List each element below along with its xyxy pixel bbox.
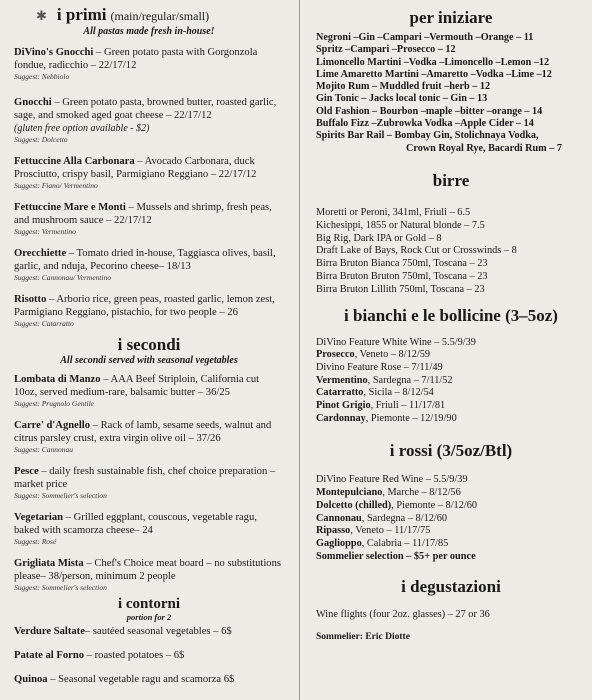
wine-item: Vermentino, Sardegna – 7/11/52 (316, 374, 453, 386)
primi-item: Fettuccine Mare e Monti – Mussels and shrimp, fresh peas, and mushroom sauce – 22/17/12 Suggest: Vermentino (14, 201, 284, 237)
left-column (14, 0, 284, 686)
cocktail-list (316, 32, 586, 155)
secondi-item: Lombata di Manzo – AAA Beef Striploin, California cut 10oz, served medium-rare, balsamic butter – 36/25 Suggest: Prugnolo Gentile (14, 373, 284, 409)
wine-item: DiVino Feature Red Wine – 5.5/9/39 (316, 474, 468, 486)
star-icon: ✱ (36, 8, 47, 23)
cocktail-item: Mojito Rum – Muddled fruit –herb – 12 (316, 81, 491, 93)
wine-item: Montepulciano, Marche – 8/12/56 (316, 487, 461, 499)
primi-title: i primi (56, 5, 107, 24)
suggest-label: Suggest: Fiano/ Vermentino (14, 181, 98, 190)
column-divider (299, 0, 300, 700)
primi-item: DiVino's Gnocchi – Green potato pasta with Gorgonzola fondue, radicchio – 22/17/12 Suggest: Nebbiolo (14, 46, 284, 82)
suggest-label: Suggest: Rosé (14, 537, 57, 546)
beer-item: Birra Bruton Lillith 750ml, Toscana – 23 (316, 283, 485, 295)
wine-item: Cannonau, Sardegna – 8/12/60 (316, 512, 448, 524)
wine-item: Catarratto, Sicila – 8/12/54 (316, 387, 434, 399)
right-column (316, 0, 586, 644)
contorni-item: Patate al Forno – roasted potatoes – 6$ (14, 650, 185, 661)
suggest-label: Suggest: Cannonau (14, 445, 73, 454)
sommelier-name: Sommelier: Eric Diotte (316, 632, 410, 643)
beer-item: Draft Lake of Bays, Rock Cut or Crosswinds – 8 (316, 245, 517, 257)
beer-item: Birra Bruton Bruton 750ml, Toscana – 23 (316, 270, 488, 282)
red-wine-list (316, 474, 586, 563)
secondi-list (14, 373, 284, 593)
cocktail-item: Buffalo Fizz –Zubrowka Vodka –Apple Cider – 14 (316, 118, 534, 130)
primi-item: Fettuccine Alla Carbonara – Avocado Carbonara, duck Prosciutto, crispy basil, Parmigiano Reggiano – 22/17/12 Suggest: Fiano/ Vermentino (14, 155, 284, 191)
primi-list (14, 46, 284, 329)
birre-title: birre (432, 170, 470, 190)
secondi-item: Pesce – daily fresh sustainable fish, chef choice preparation – market price Suggest: Sommelier's selection (14, 465, 284, 501)
wine-item: Divino Feature Rose – 7/11/49 (316, 361, 443, 373)
primi-heading (14, 5, 284, 26)
degustazioni-heading (316, 577, 586, 597)
secondi-title: i secondi (117, 335, 181, 354)
iniziare-heading (316, 8, 586, 28)
beer-item: Birra Bruton Bianca 750ml, Toscana – 23 (316, 258, 488, 270)
suggest-label: Suggest: Dolcetto (14, 135, 68, 144)
beer-list (316, 207, 586, 297)
wine-item: DiVino Feature White Wine – 5.5/9/39 (316, 336, 476, 348)
wine-flights: Wine flights (four 2oz. glasses) – 27 or 36 (316, 609, 490, 621)
secondi-item: Carre' d'Agnello – Rack of lamb, sesame seeds, walnut and citrus parsley crust, extra virgin olive oil – 37/26 Suggest: Cannonau (14, 419, 284, 455)
cocktail-item: Lime Amaretto Martini –Amaretto –Vodka –Lime –12 (316, 68, 552, 80)
secondi-item: Vegetarian – Grilled eggplant, couscous, vegetable ragu, baked with scamorza cheese– 24 Suggest: Rosé (14, 511, 284, 547)
wine-item: Ripasso, Veneto – 11/17/75 (316, 525, 431, 537)
cocktail-item: Gin Tonic – Jacks local tonic – Gin – 13 (316, 93, 488, 105)
suggest-label: Suggest: Sommelier's selection (14, 583, 107, 592)
iniziare-title: per iniziare (409, 8, 493, 27)
suggest-label: Suggest: Cannonau/ Vermentino (14, 273, 112, 282)
secondi-heading (14, 335, 284, 355)
primi-note: All pastas made fresh in-house! (83, 26, 215, 37)
cocktail-item: Spirits Bar Rail – Bombay Gin, Stolichnaya Vodka, Crown Royal Rye, Bacardi Rum – 7 (316, 130, 562, 154)
contorni-list (14, 625, 284, 686)
primi-item: Gnocchi – Green potato pasta, browned butter, roasted garlic, sage, and smoked aged goat cheese – 22/17/12 (gluten free option available - $2) Suggest: Dolcetto (14, 96, 284, 145)
suggest-label: Suggest: Nebbiolo (14, 72, 70, 81)
rossi-heading (316, 441, 586, 461)
primi-sizes: (main/regular/small) (110, 9, 210, 23)
primi-item: Risotto – Arborio rice, green peas, roasted garlic, lemon zest, Parmigiano Reggiano, pistachio, for two people – 26 Suggest: Catarratto (14, 293, 284, 329)
rossi-title: i rossi (3/5oz/Btl) (389, 441, 513, 461)
suggest-label: Suggest: Vermentino (14, 227, 76, 236)
secondi-note: All secondi served with seasonal vegetables (60, 355, 238, 366)
white-wine-list (316, 337, 586, 426)
beer-item: Big Rig, Dark IPA or Gold – 8 (316, 232, 442, 244)
birre-heading (316, 171, 586, 191)
beer-item: Kichesippi, 1855 or Natural blonde – 7.5 (316, 219, 485, 231)
degustazioni-title: i degustazioni (401, 577, 501, 597)
gluten-free-note: (gluten free option available - $2) (14, 123, 150, 134)
bianchi-heading (316, 306, 586, 326)
wine-item: Gaglioppo, Calabria – 11/17/85 (316, 537, 449, 549)
primi-item: Orecchiette – Tomato dried in-house, Taggiasca olives, basil, garlic, and nduja, Pecorino cheese– 18/13 Suggest: Cannonau/ Vermentino (14, 247, 284, 283)
contorni-item: Quinoa – Seasonal vegetable ragu and scamorza 6$ (14, 674, 235, 685)
contorni-note: portion for 2 (126, 612, 172, 622)
cocktail-item: Spritz –Campari –Prosecco – 12 (316, 44, 456, 56)
bianchi-title: i bianchi e le bollicine (3–5oz) (344, 305, 558, 325)
cocktail-item: Negroni –Gin –Campari –Vermouth –Orange – 11 (316, 32, 534, 43)
wine-item: Sommelier selection – $5+ per ounce (316, 550, 476, 562)
secondi-item: Grigliata Mista – Chef's Choice meat board – no substitutions please– 38/person, minimum 2 people Suggest: Sommelier's selection (14, 557, 284, 593)
suggest-label: Suggest: Catarratto (14, 319, 74, 328)
cocktail-item: Limoncello Martini –Vodka –Limoncello –Lemon –12 (316, 56, 550, 68)
cocktail-item: Old Fashion – Bourbon –maple –bitter –orange – 14 (316, 105, 543, 117)
suggest-label: Suggest: Prugnolo Gentile (14, 399, 94, 408)
wine-item: Prosecco, Veneto – 8/12/59 (316, 349, 431, 361)
wine-item: Dolcetto (chilled), Piemonte – 8/12/60 (316, 499, 478, 511)
beer-item: Moretti or Peroni, 341ml, Friuli – 6.5 (316, 206, 471, 218)
contorni-title: i contorni (117, 596, 181, 612)
wine-item: Cardonnay, Piemonte – 12/19/90 (316, 412, 457, 424)
suggest-label: Suggest: Sommelier's selection (14, 491, 107, 500)
contorni-heading (14, 595, 284, 613)
contorni-item: Verdure Saltate– sautéed seasonal vegetables – 6$ (14, 626, 232, 637)
wine-item: Pinot Grigio, Friuli – 11/17/81 (316, 400, 446, 412)
